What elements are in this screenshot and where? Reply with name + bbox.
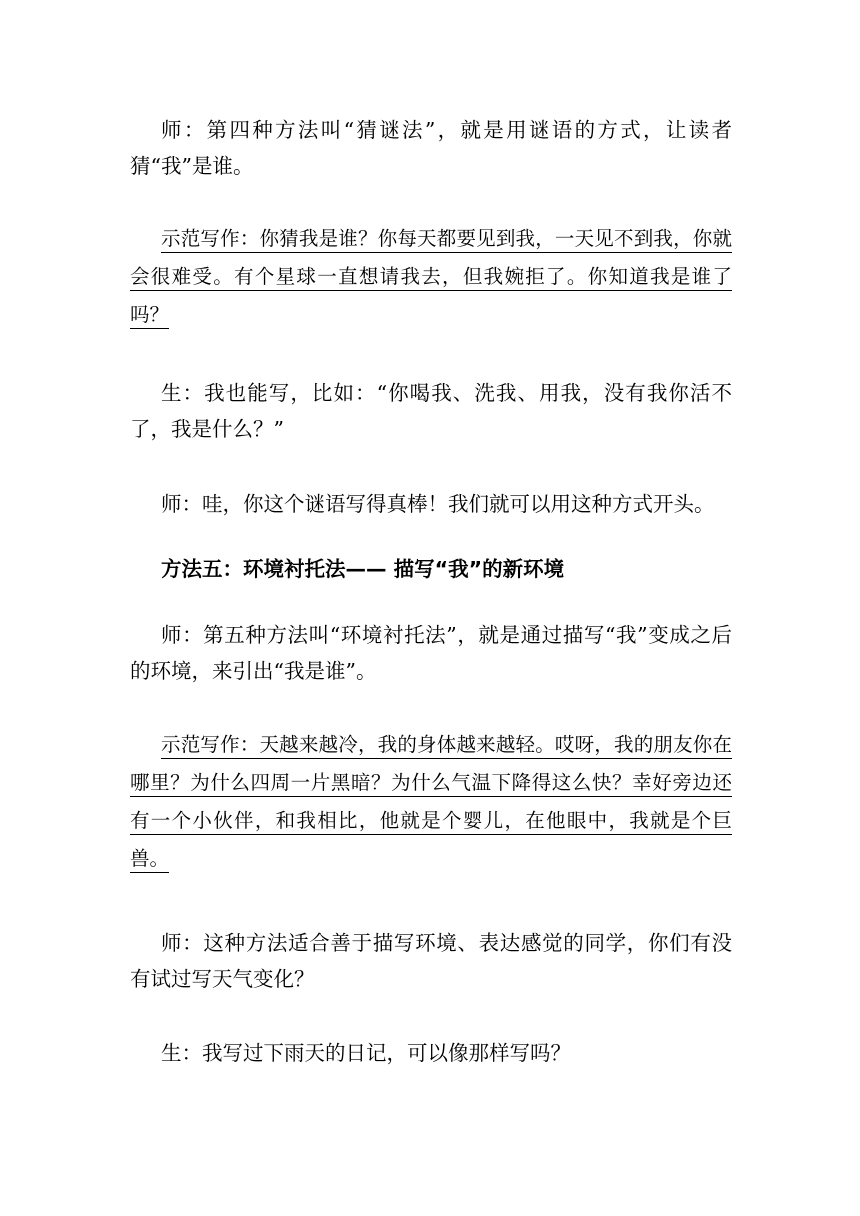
demo-writing-riddle-text: 示范写作：你猜我是谁？你每天都要见到我，一天见不到我，你就会很难受。有个星球一直想请我去，但我婉拒了。你知道我是谁了吗？ [130,227,732,326]
teacher-paragraph-method4: 师：第四种方法叫“猜谜法”，就是用谜语的方式，让读者猜“我”是谁。 [130,118,732,178]
demo-writing-environment [130,726,732,878]
demo-writing-riddle [130,220,732,334]
teacher-paragraph-suitability: 师：这种方法适合善于描写环境、表达感觉的同学，你们有没有试过写天气变化？ [130,931,732,991]
teacher-paragraph-method5: 师：第五种方法叫“环境衬托法”，就是通过描写“我”变成之后的环境，来引出“我是谁”。 [130,623,732,683]
student-paragraph-diary: 生：我写过下雨天的日记，可以像那样写吗？ [161,1041,571,1065]
section-heading-method5: 方法五：环境衬托法—— 描写“我”的新环境 [161,557,565,581]
student-paragraph-riddle: 生：我也能写，比如：“你喝我、洗我、用我，没有我你活不了，我是什么？” [130,381,732,441]
demo-writing-environment-text: 示范写作：天越来越冷，我的身体越来越轻。哎呀，我的朋友你在哪里？为什么四周一片黑暗？为什么气温下降得这么快？幸好旁边还有一个小伙伴，和我相比，他就是个婴儿，在他眼中，我就是个巨兽。 [130,733,732,870]
teacher-paragraph-praise: 师：哇，你这个谜语写得真棒！我们就可以用这种方式开头。 [161,492,715,516]
